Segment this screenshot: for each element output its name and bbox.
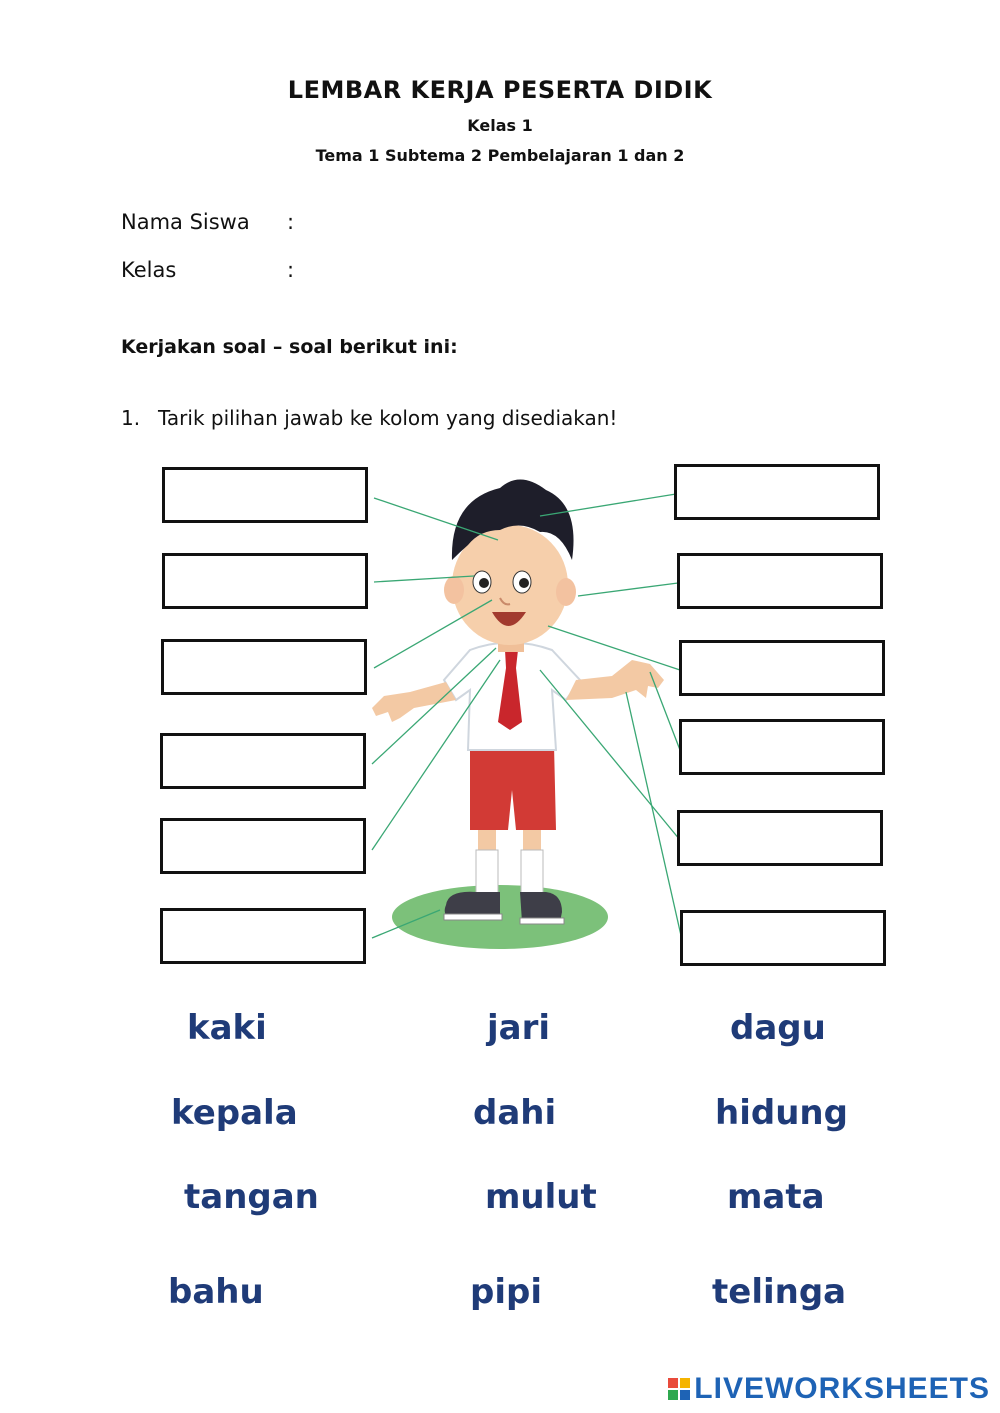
word-option-mulut[interactable]: mulut <box>485 1177 597 1217</box>
answer-box-left-5[interactable] <box>160 818 366 874</box>
student-name-label: Nama Siswa <box>121 210 250 234</box>
right-arm <box>566 660 664 700</box>
word-option-dahi[interactable]: dahi <box>473 1093 557 1133</box>
word-option-kaki[interactable]: kaki <box>187 1008 267 1048</box>
word-option-kepala[interactable]: kepala <box>171 1093 298 1133</box>
question-text: Tarik pilihan jawab ke kolom yang disediakan! <box>158 406 618 430</box>
answer-box-left-6[interactable] <box>160 908 366 964</box>
class-line: Kelas 1 <box>467 116 533 135</box>
word-option-hidung[interactable]: hidung <box>715 1093 848 1133</box>
answer-box-right-4[interactable] <box>679 719 885 775</box>
word-option-pipi[interactable]: pipi <box>470 1272 542 1312</box>
logo-grid-icon <box>668 1378 690 1400</box>
left-arm <box>372 682 456 722</box>
word-option-bahu[interactable]: bahu <box>168 1272 264 1312</box>
word-option-dagu[interactable]: dagu <box>730 1008 826 1048</box>
shorts <box>470 745 556 830</box>
right-pupil <box>519 578 529 588</box>
right-shoe-sole <box>520 918 564 924</box>
answer-box-right-1[interactable] <box>674 464 880 520</box>
student-class-label: Kelas <box>121 258 177 282</box>
answer-box-left-2[interactable] <box>162 553 368 609</box>
left-pupil <box>479 578 489 588</box>
left-shoe-sole <box>444 914 502 920</box>
liveworksheets-logo <box>668 1372 990 1406</box>
word-option-jari[interactable]: jari <box>487 1008 551 1048</box>
answer-box-right-6[interactable] <box>680 910 886 966</box>
logo-text: LIVEWORKSHEETS <box>694 1372 990 1405</box>
right-sock <box>521 850 543 898</box>
theme-line: Tema 1 Subtema 2 Pembelajaran 1 dan 2 <box>315 146 685 165</box>
worksheet-title: LEMBAR KERJA PESERTA DIDIK <box>287 76 713 104</box>
instruction: Kerjakan soal – soal berikut ini: <box>121 336 458 358</box>
answer-box-left-3[interactable] <box>161 639 367 695</box>
answer-box-left-4[interactable] <box>160 733 366 789</box>
left-sock <box>476 850 498 898</box>
question-number: 1. <box>121 406 141 430</box>
right-ear <box>556 578 576 606</box>
student-name-colon: : <box>287 210 295 234</box>
answer-box-right-5[interactable] <box>677 810 883 866</box>
word-option-mata[interactable]: mata <box>727 1177 825 1217</box>
answer-box-left-1[interactable] <box>162 467 368 523</box>
answer-box-right-2[interactable] <box>677 553 883 609</box>
student-class-colon: : <box>287 258 295 282</box>
answer-box-right-3[interactable] <box>679 640 885 696</box>
word-option-telinga[interactable]: telinga <box>712 1272 847 1312</box>
left-ear <box>444 576 464 604</box>
word-option-tangan[interactable]: tangan <box>184 1177 319 1217</box>
